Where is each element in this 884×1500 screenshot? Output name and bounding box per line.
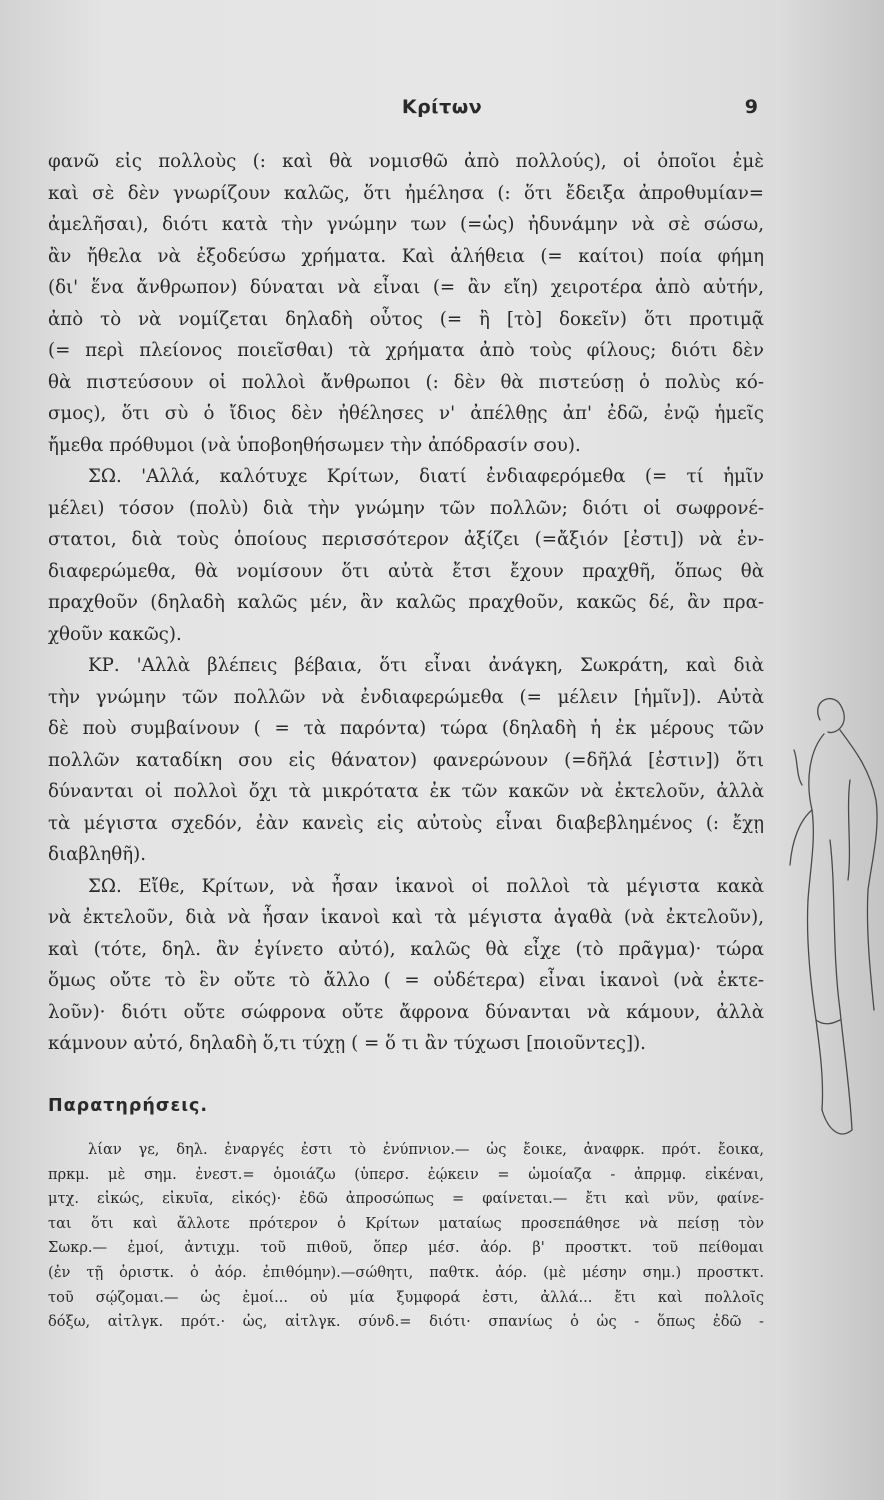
text-line: τὰ μέγιστα σχεδόν, ἐὰν κανεὶς εἰς αὐτοὺς εἶναι διαβεβλημένος (: ἔχῃ xyxy=(48,812,764,834)
text-line: διαβληθῆ). xyxy=(48,844,147,865)
note-line: (ἐν τῇ ὁριστκ. ὁ ἀόρ. ἐπιθόμην).—σώθητι, παθτκ. ἀόρ. (μὲ μέσην σημ.) προστκτ. xyxy=(48,1263,764,1281)
text-line: διαφερώμεθα, θὰ νομίσουν ὅτι αὐτὰ ἔτσι ἔχουν πραχθῆ, ὅπως θὰ xyxy=(48,560,764,582)
text-line: θὰ πιστεύσουν οἱ πολλοὶ ἄνθρωποι (: δὲν θὰ πιστεύσῃ ὁ πολὺς κό- xyxy=(48,371,764,393)
text-line: δὲ ποὺ συμβαίνουν ( = τὰ παρόντα) τώρα (δηλαδὴ ἡ ἐκ μέρους τῶν xyxy=(48,718,764,739)
text-line: (= περὶ πλείονος ποιεῖσθαι) τὰ χρήματα ἀπὸ τοὺς φίλους; διότι δὲν xyxy=(48,340,764,361)
text-line: ὅμως οὔτε τὸ ἓν οὔτε τὸ ἄλλο ( = οὐδέτερα) εἶναι ἱκανοὶ (νὰ ἐκτε- xyxy=(48,970,764,991)
text-line: καὶ σὲ δὲν γνωρίζουν καλῶς, ὅτι ἠμέλησα (: ὅτι ἔδειξα ἀπροθυμίαν= xyxy=(48,182,764,204)
note-line: τοῦ σῴζομαι.— ὡς ἐμοί... οὐ μία ξυμφορά ἐστι, ἀλλά... ἔτι καὶ πολλοῖς xyxy=(48,1288,764,1306)
running-title: Κρίτων xyxy=(401,96,483,118)
text-line: χθοῦν κακῶς). xyxy=(48,623,182,645)
text-line: στατοι, διὰ τοὺς ὁποίους περισσότερον ἀξίζει (=ἄξιόν [ἐστι]) νὰ ἐν- xyxy=(48,529,764,550)
note-line: μτχ. εἰκώς, εἰκυῖα, εἰκός)· ἐδῶ ἀπροσώπως = φαίνεται.— ἔτι καὶ νῦν, φαίνε- xyxy=(48,1190,764,1208)
text-line: (δι' ἕνα ἄνθρωπον) δύναται νὰ εἶναι (= ἂν εἴη) χειροτέρα ἀπὸ αὐτήν, xyxy=(48,277,764,298)
page-header xyxy=(0,96,884,126)
text-line: σμος), ὅτι σὺ ὁ ἴδιος δὲν ἠθέλησες ν' ἀπέλθῃς ἀπ' ἐδῶ, ἐνῷ ἡμεῖς xyxy=(48,403,764,424)
note-line: Σωκρ.— ἐμοί, ἀντιχμ. τοῦ πιθοῦ, ὅπερ μέσ. ἀόρ. β' προστκτ. τοῦ πείθομαι xyxy=(48,1239,764,1257)
text-line: δύνανται οἱ πολλοὶ ὄχι τὰ μικρότατα ἐκ τῶν κακῶν νὰ ἐκτελοῦν, ἀλλὰ xyxy=(48,781,764,802)
note-line: πρκμ. μὲ σημ. ἐνεστ.= ὁμοιάζω (ὑπερσ. ἐῴκειν = ὡμοίαζα - ἀπρμφ. εἰκέναι, xyxy=(48,1165,764,1183)
text-line: νὰ ἐκτελοῦν, διὰ νὰ ἦσαν ἱκανοὶ καὶ τὰ μέγιστα ἀγαθὰ (νὰ ἐκτελοῦν), xyxy=(48,907,764,928)
notes-text xyxy=(48,1138,764,1335)
note-line: δόξω, αἰτλγκ. πρότ.· ὡς, αἰτλγκ. σύνδ.= διότι· σπανίως ὁ ὡς - ὅπως ἐδῶ - xyxy=(48,1313,764,1331)
text-line: ΣΩ. Εἴθε, Κρίτων, νὰ ἦσαν ἱκανοὶ οἱ πολλοὶ τὰ μέγιστα κακὰ xyxy=(88,875,764,897)
text-line: κάμνουν αὐτό, δηλαδὴ ὅ,τι τύχῃ ( = ὅ τι ἂν τύχωσι [ποιοῦντες]). xyxy=(48,1033,646,1054)
text-line: πραχθοῦν (δηλαδὴ καλῶς μέν, ἂν καλῶς πραχθοῦν, κακῶς δέ, ἂν πρα- xyxy=(48,592,764,613)
text-line: ἂν ἤθελα νὰ ἐξοδεύσω χρήματα. Καὶ ἀλήθεια (= καίτοι) ποία φήμη xyxy=(48,245,764,267)
translation-text xyxy=(48,146,764,1060)
text-line: καὶ (τότε, δηλ. ἂν ἐγίνετο αὐτό), καλῶς θὰ εἶχε (τὸ πρᾶγμα)· τώρα xyxy=(48,938,764,960)
text-line: πολλῶν καταδίκη σου εἰς θάνατον) φανερώνουν (=δῆλά [ἐστιν]) ὅτι xyxy=(48,749,764,771)
note-line: λίαν γε, δηλ. ἐναργές ἐστι τὸ ἐνύπνιον.— ὡς ἔοικε, ἀναφρκ. πρότ. ἔοικα, xyxy=(88,1141,764,1158)
text-line: λοῦν)· διότι οὔτε σώφρονα οὔτε ἄφρονα δύνανται νὰ κάμουν, ἀλλὰ xyxy=(48,1001,764,1023)
text-line: ἀπὸ τὸ νὰ νομίζεται δηλαδὴ οὗτος (= ἢ [τὸ] δοκεῖν) ὅτι προτιμᾷ xyxy=(48,308,764,330)
text-line: ἤμεθα πρόθυμοι (νὰ ὑποβοηθήσωμεν τὴν ἀπόδρασίν σου). xyxy=(48,434,581,456)
margin-sketch xyxy=(780,690,884,1190)
text-line: ΣΩ. 'Αλλά, καλότυχε Κρίτων, διατί ἐνδιαφερόμεθα (= τί ἡμῖν xyxy=(88,466,764,487)
text-line: ἀμελῆσαι), διότι κατὰ τὴν γνώμην των (=ὡς) ἠδυνάμην νὰ σὲ σώσω, xyxy=(48,214,764,235)
text-line: μέλει) τόσον (πολὺ) διὰ τὴν γνώμην τῶν πολλῶν; διότι οἱ σωφρονέ- xyxy=(48,497,764,519)
page-number: 9 xyxy=(744,96,758,118)
text-line: ΚΡ. 'Αλλὰ βλέπεις βέβαια, ὅτι εἶναι ἀνάγκη, Σωκράτη, καὶ διὰ xyxy=(88,655,764,676)
text-line: φανῶ εἰς πολλοὺς (: καὶ θὰ νομισθῶ ἀπὸ πολλούς), οἱ ὁποῖοι ἐμὲ xyxy=(48,151,764,172)
notes-heading: Παρατηρήσεις. xyxy=(48,1096,209,1116)
note-line: ται ὅτι καὶ ἄλλοτε πρότερον ὁ Κρίτων ματαίως προσεπάθησε νὰ πείσῃ τὸν xyxy=(48,1214,764,1232)
text-line: τὴν γνώμην τῶν πολλῶν νὰ ἐνδιαφερώμεθα (= μέλειν [ἡμῖν]). Αὐτὰ xyxy=(48,686,764,708)
